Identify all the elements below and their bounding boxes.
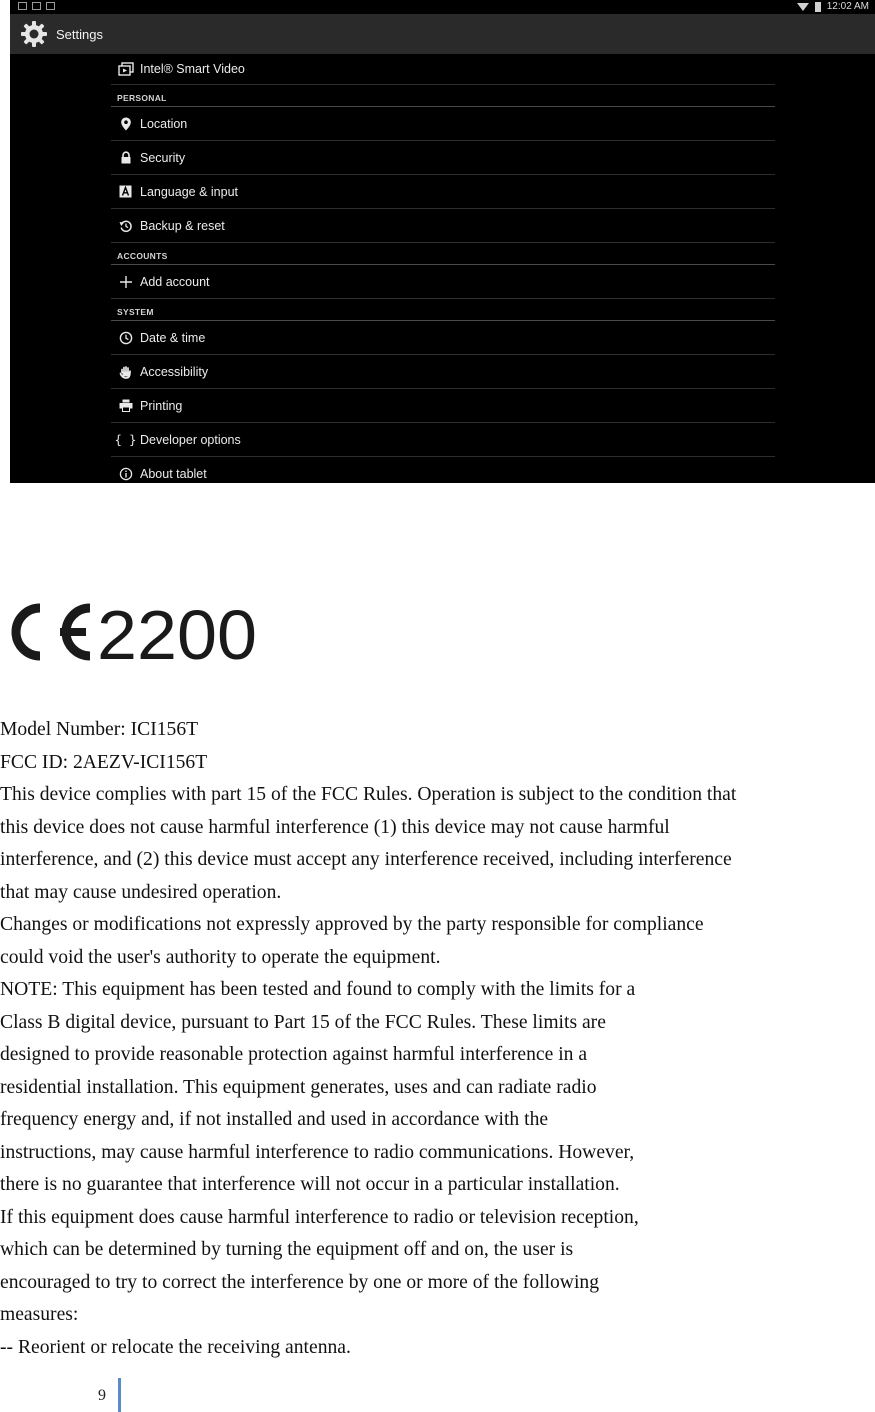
settings-item-language-input[interactable] — [111, 175, 775, 209]
text-line: -- Reorient or relocate the receiving antenna. — [0, 1336, 351, 1358]
backup-icon — [111, 219, 140, 233]
settings-item-printing[interactable] — [111, 389, 775, 423]
text-line: If this equipment does cause harmful interference to radio or television reception, — [0, 1206, 639, 1228]
language-icon — [111, 185, 140, 198]
settings-item-date-time[interactable] — [111, 321, 775, 355]
status-bar — [10, 0, 875, 14]
settings-item-label: Security — [140, 150, 186, 165]
clock-icon — [111, 331, 140, 345]
settings-item-label: Location — [140, 116, 188, 131]
page-number-bar — [118, 1378, 121, 1412]
settings-item-label: Printing — [140, 398, 183, 413]
action-bar — [10, 14, 875, 54]
text-line: measures: — [0, 1304, 79, 1325]
settings-item-label: About tablet — [140, 466, 207, 481]
location-icon — [111, 117, 140, 131]
status-time: 12:02 AM — [826, 1, 869, 12]
section-header-personal: PERSONAL — [111, 85, 775, 107]
text-line: this device does not cause harmful interference (1) this device may not cause harmful — [0, 816, 670, 838]
text-line: NOTE: This equipment has been tested and found to comply with the limits for a — [0, 979, 636, 1000]
text-line: encouraged to try to correct the interference by one or more of the following — [0, 1271, 599, 1293]
settings-item-label: Language & input — [140, 184, 239, 199]
settings-item-intel-smart-video[interactable] — [111, 54, 775, 85]
text-line: that may cause undesired operation. — [0, 881, 282, 903]
page-footer — [98, 1380, 106, 1412]
text-line: residential installation. This equipment generates, uses and can radiate radio — [0, 1076, 597, 1098]
text-line: frequency energy and, if not installed and used in accordance with the — [0, 1109, 549, 1130]
wifi-icon — [797, 3, 809, 11]
settings-item-accessibility[interactable] — [111, 355, 775, 389]
text-line: Model Number: ICI156T — [0, 719, 199, 740]
settings-gear-icon[interactable] — [20, 20, 48, 48]
printer-icon — [111, 399, 140, 412]
settings-item-label: Date & time — [140, 330, 206, 345]
text-line: designed to provide reasonable protection against harmful interference in a — [0, 1044, 588, 1065]
text-line: interference, and (2) this device must accept any interference received, including interference — [0, 849, 732, 870]
settings-item-label: Backup & reset — [140, 218, 225, 233]
text-line: This device complies with part 15 of the FCC Rules. Operation is subject to the condition that — [0, 784, 737, 805]
text-line: Class B digital device, pursuant to Part 15 of the FCC Rules. These limits are — [0, 1011, 606, 1033]
hand-icon — [111, 365, 140, 379]
page-number: 9 — [98, 1387, 106, 1404]
text-line: instructions, may cause harmful interference to radio communications. However, — [0, 1141, 635, 1163]
battery-icon — [815, 2, 821, 12]
settings-item-label: Add account — [140, 274, 210, 289]
settings-item-security[interactable] — [111, 141, 775, 175]
settings-item-label: Developer options — [140, 432, 241, 447]
settings-item-about-tablet[interactable] — [111, 457, 775, 490]
settings-item-developer-options[interactable] — [111, 423, 775, 457]
braces-icon: { } — [114, 432, 137, 447]
settings-item-label: Intel® Smart Video — [140, 62, 245, 76]
fcc-statement — [0, 714, 875, 1364]
settings-item-label: Accessibility — [140, 364, 209, 379]
text-line: FCC ID: 2AEZV-ICI156T — [0, 751, 208, 773]
svg-text:2200: 2200 — [97, 596, 257, 668]
text-line: could void the user's authority to operate the equipment. — [0, 946, 441, 968]
text-line: there is no guarantee that interference will not occur in a particular installation. — [0, 1174, 620, 1195]
section-header-accounts: ACCOUNTS — [111, 243, 775, 265]
info-icon — [111, 467, 140, 481]
ce-mark-logo — [4, 594, 264, 668]
settings-item-add-account[interactable] — [111, 265, 775, 299]
app-title: Settings — [56, 26, 103, 42]
lock-icon — [111, 151, 140, 164]
smart-video-icon — [111, 62, 140, 76]
section-header-system: SYSTEM — [111, 299, 775, 321]
settings-item-backup-reset[interactable] — [111, 209, 775, 243]
text-line: Changes or modifications not expressly approved by the party responsible for compliance — [0, 914, 704, 935]
settings-screenshot — [10, 0, 875, 483]
text-line: which can be determined by turning the equipment off and on, the user is — [0, 1239, 574, 1260]
plus-icon — [111, 275, 140, 289]
settings-list — [111, 54, 775, 490]
settings-item-location[interactable] — [111, 107, 775, 141]
notification-icons — [18, 2, 55, 10]
